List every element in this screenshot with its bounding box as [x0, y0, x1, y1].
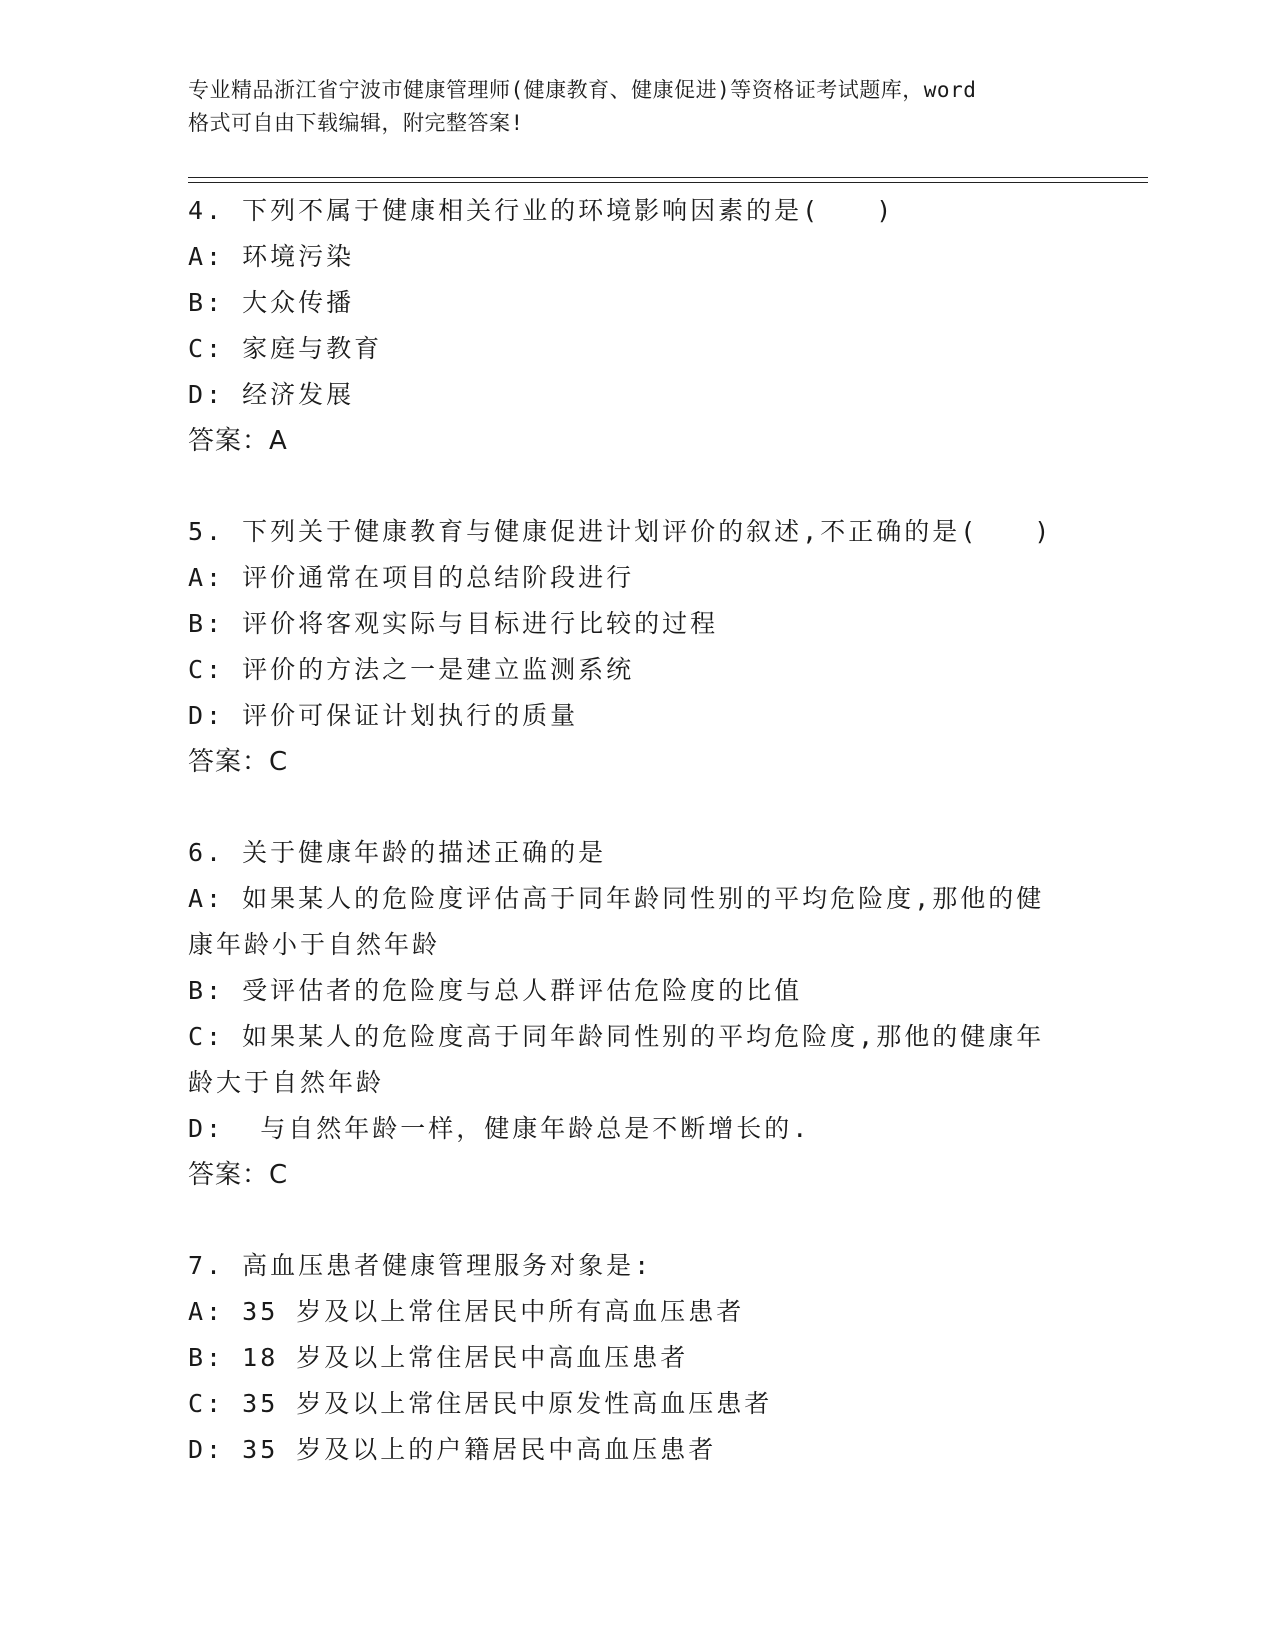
- header-line-2: 格式可自由下载编辑，附完整答案!: [188, 111, 524, 135]
- option-d: D: 35 岁及以上的户籍居民中高血压患者: [188, 1435, 717, 1464]
- answer-line: 答案：A: [188, 426, 288, 456]
- option-a: A: 如果某人的危险度评估高于同年龄同性别的平均危险度,那他的健康年龄小于自然年龄: [188, 884, 1045, 959]
- header-divider-top: [188, 177, 1148, 178]
- option-b: B: 18 岁及以上常住居民中高血压患者: [188, 1343, 689, 1372]
- option-c: C: 35 岁及以上常住居民中原发性高血压患者: [188, 1389, 773, 1418]
- question-4: [188, 188, 1068, 464]
- question-stem: 4. 下列不属于健康相关行业的环境影响因素的是( ): [188, 196, 895, 225]
- header-line-1: 专业精品浙江省宁波市健康管理师(健康教育、健康促进)等资格证考试题库，word: [188, 78, 977, 102]
- option-a: A: 环境污染: [188, 242, 355, 271]
- option-b: B: 大众传播: [188, 288, 355, 317]
- option-d: D: 与自然年龄一样，健康年龄总是不断增长的.: [188, 1114, 811, 1143]
- option-d: D: 评价可保证计划执行的质量: [188, 701, 579, 730]
- option-c: C: 家庭与教育: [188, 334, 383, 363]
- question-6: [188, 830, 1068, 1198]
- page-header: [188, 74, 1088, 140]
- question-stem: 5. 下列关于健康教育与健康促进计划评价的叙述,不正确的是( ): [188, 517, 1053, 546]
- option-b: B: 评价将客观实际与目标进行比较的过程: [188, 609, 719, 638]
- option-b: B: 受评估者的危险度与总人群评估危险度的比值: [188, 976, 803, 1005]
- question-stem: 6. 关于健康年龄的描述正确的是: [188, 838, 607, 867]
- answer-line: 答案：C: [188, 747, 289, 777]
- question-5: [188, 509, 1068, 785]
- header-divider-bottom: [188, 182, 1148, 183]
- option-a: A: 35 岁及以上常住居民中所有高血压患者: [188, 1297, 745, 1326]
- question-7: [188, 1243, 1068, 1473]
- question-list: [188, 188, 1068, 1518]
- option-c: C: 评价的方法之一是建立监测系统: [188, 655, 635, 684]
- question-stem: 7. 高血压患者健康管理服务对象是:: [188, 1251, 653, 1280]
- option-d: D: 经济发展: [188, 380, 355, 409]
- option-a: A: 评价通常在项目的总结阶段进行: [188, 563, 635, 592]
- answer-line: 答案：C: [188, 1160, 289, 1190]
- option-c: C: 如果某人的危险度高于同年龄同性别的平均危险度,那他的健康年龄大于自然年龄: [188, 1022, 1045, 1097]
